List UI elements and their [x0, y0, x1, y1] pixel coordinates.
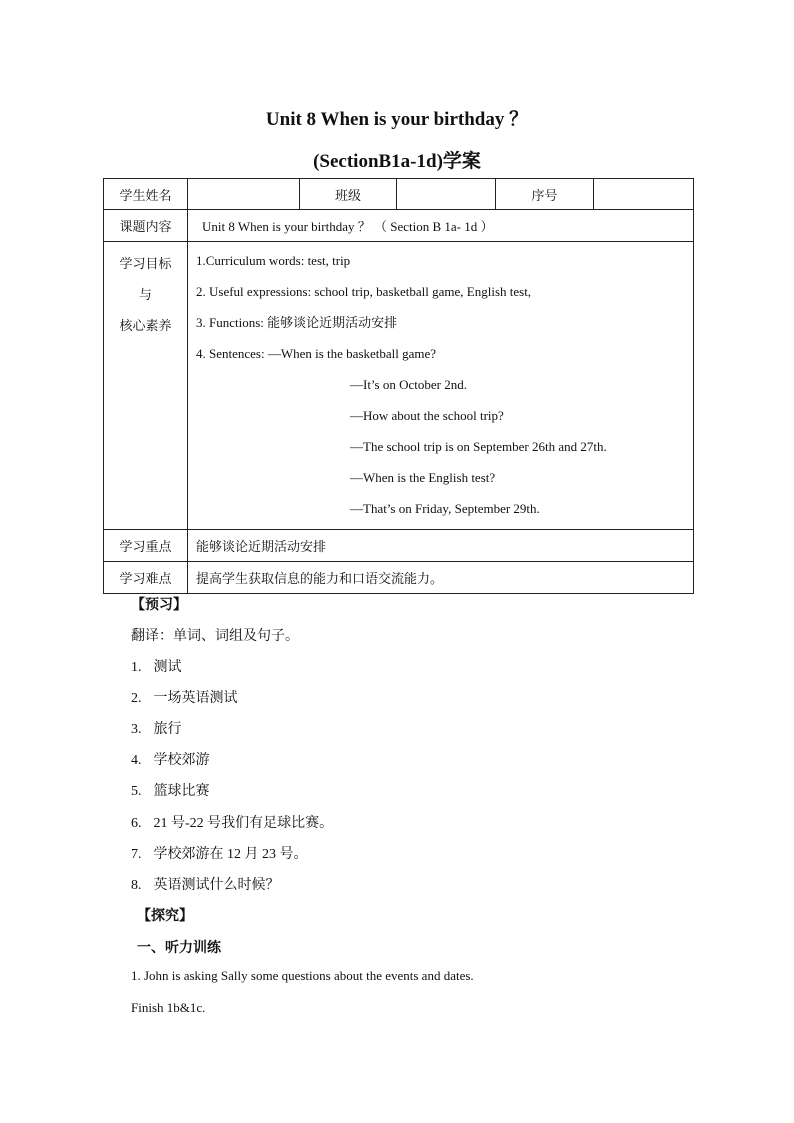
table-row [104, 530, 694, 562]
preview-heading: 【预习】 [131, 598, 187, 613]
difficulty-content: 提高学生获取信息的能力和口语交流能力。 [188, 562, 694, 594]
student-name-field[interactable] [188, 179, 300, 210]
list-item [131, 718, 182, 738]
list-item [131, 656, 182, 676]
dialogue-line: —How about the school trip? [350, 408, 504, 423]
list-item [131, 749, 210, 769]
lesson-label: 课题内容 [104, 210, 188, 242]
preview-instruction: 翻译：单词、词组及句子。 [131, 629, 299, 644]
table-row [104, 242, 694, 530]
listening-task: Finish 1b&1c. [131, 1000, 206, 1015]
list-item [131, 874, 280, 894]
goals-label [104, 242, 188, 530]
dialogue-line: —It’s on October 2nd. [350, 377, 467, 392]
item-text: 篮球比赛 [153, 784, 210, 799]
item-number: 6. [131, 816, 142, 831]
goal-line: 3. Functions: 能够谈论近期活动安排 [196, 315, 398, 330]
list-item [131, 780, 210, 800]
item-text: 旅行 [153, 722, 182, 737]
lesson-content: Unit 8 When is your birthday ？ （ Section B 1a- 1d ） [188, 210, 694, 242]
table-row [104, 562, 694, 594]
item-text: 一场英语测试 [153, 691, 238, 706]
item-number: 7. [131, 847, 142, 862]
item-text: 学校郊游 [153, 753, 210, 768]
item-number: 5. [131, 784, 142, 799]
list-item [131, 687, 238, 707]
listening-instruction: 1. John is asking Sally some questions about the events and dates. [131, 968, 474, 983]
key-point-content: 能够谈论近期活动安排 [188, 530, 694, 562]
seat-field[interactable] [594, 179, 694, 210]
listening-section-heading: 一、听力训练 [137, 941, 221, 956]
table-row [104, 210, 694, 242]
goals-label-line: 学习目标 [119, 256, 172, 271]
goals-label-line: 与 [138, 287, 152, 302]
table-row [104, 179, 694, 210]
item-number: 8. [131, 878, 142, 893]
key-point-label: 学习重点 [104, 530, 188, 562]
goals-label-line: 核心素养 [119, 318, 172, 333]
list-item [131, 843, 308, 863]
dialogue-line: —The school trip is on September 26th and 27th. [350, 439, 607, 454]
goal-line: 1.Curriculum words: test, trip [196, 253, 351, 268]
item-text: 英语测试什么时候？ [153, 878, 280, 893]
item-number: 1. [131, 660, 142, 675]
item-text: 测试 [153, 660, 182, 675]
dialogue-line: —That’s on Friday, September 29th. [350, 501, 540, 516]
document-title: Unit 8 When is your birthday ？ [265, 109, 529, 130]
item-number: 4. [131, 753, 142, 768]
dialogue-line: —When is the English test? [350, 470, 496, 485]
list-item [131, 812, 333, 832]
document-subtitle: (SectionB1a-1d)学案 [313, 151, 481, 172]
difficulty-label: 学习难点 [104, 562, 188, 594]
item-text: 21 号-22 号我们有足球比赛。 [153, 816, 334, 831]
goal-line: 4. Sentences: —When is the basketball game? [196, 346, 437, 361]
item-text: 学校郊游在 12 月 23 号。 [153, 847, 308, 862]
explore-heading: 【探究】 [137, 909, 193, 924]
class-field[interactable] [397, 179, 496, 210]
goal-line: 2. Useful expressions: school trip, basketball game, English test, [196, 284, 532, 299]
goals-content [188, 242, 694, 530]
item-number: 3. [131, 722, 142, 737]
class-label: 班级 [300, 179, 397, 210]
item-number: 2. [131, 691, 142, 706]
student-name-label: 学生姓名 [104, 179, 188, 210]
seat-label: 序号 [496, 179, 594, 210]
info-table [103, 178, 694, 594]
